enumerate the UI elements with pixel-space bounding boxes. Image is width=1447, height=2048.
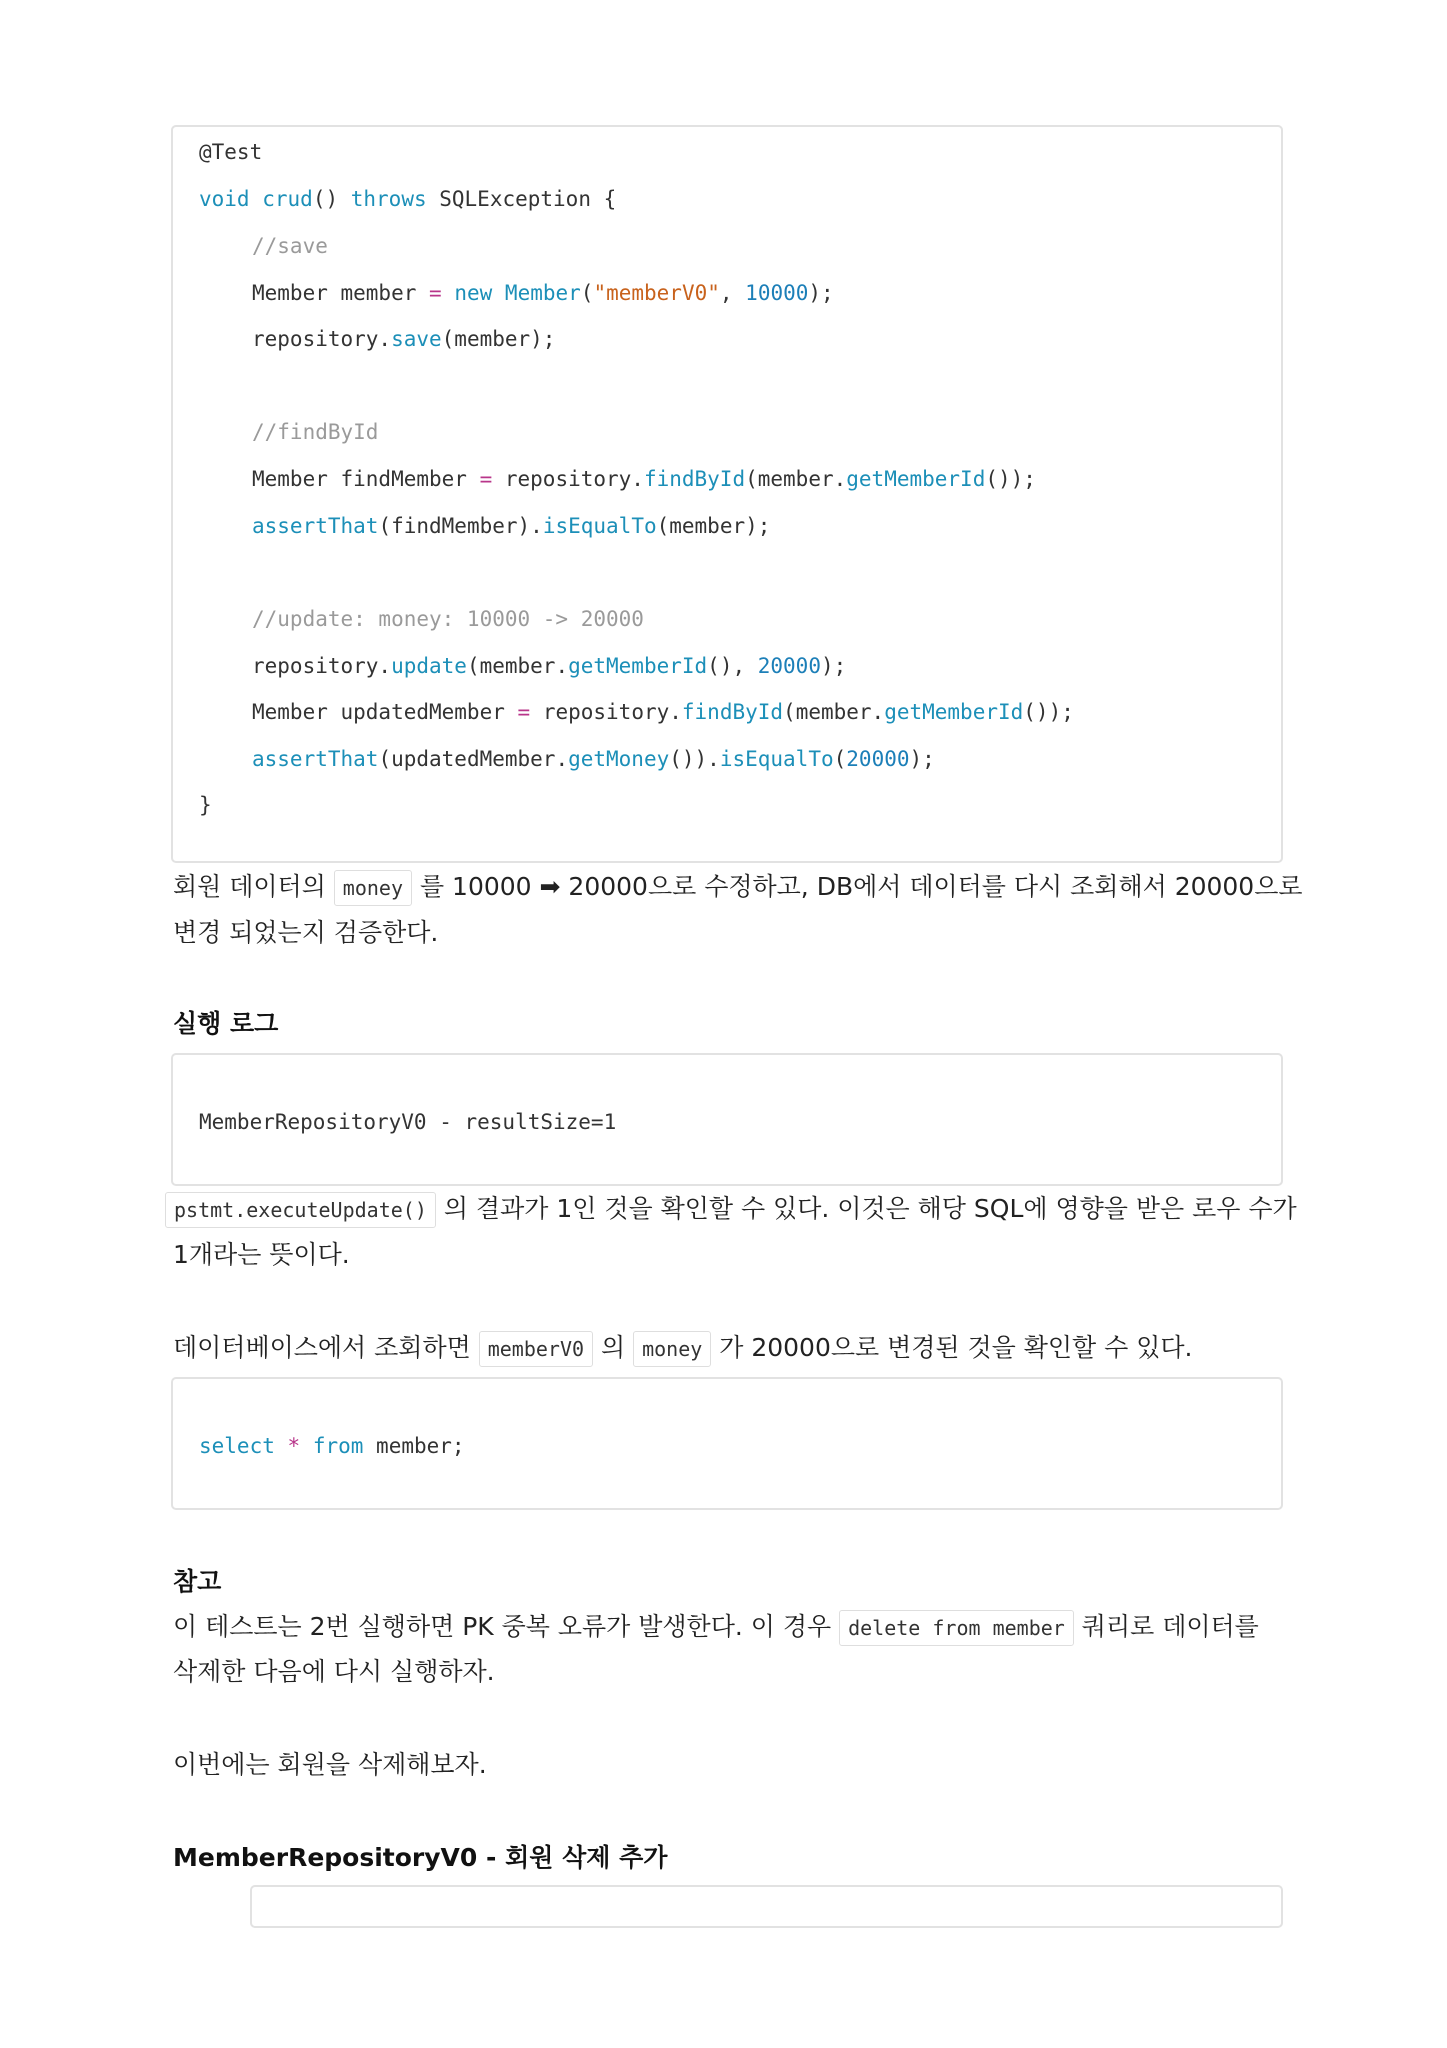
log-line: MemberRepositoryV0 - resultSize=1 [199,1110,617,1134]
inline-code-delete-query: delete from member [839,1610,1074,1646]
inline-code-execute-update: pstmt.executeUpdate() [165,1192,436,1228]
code-line-findmember: Member findMember = repository.findById(member.getMemberId()); [252,467,1036,491]
note-title: 참고 [173,1567,222,1596]
note-text-line2: 삭제한 다음에 다시 실행하자. [173,1657,495,1686]
paragraph-delete-intro: 이번에는 회원을 삭제해보자. [173,1750,487,1779]
paragraph-execute-update [165,1192,1297,1228]
code-line-annotation: @Test [199,140,263,164]
code-line-new-member: Member member = new Member("memberV0", 10000); [252,281,834,305]
paragraph-update-verify-line2: 변경 되었는지 검증한다. [173,918,439,947]
sql-code-block [171,1377,1283,1510]
inline-code-memberv0: memberV0 [479,1331,593,1367]
sql-line: select * from member; [199,1434,465,1458]
paragraph-text: 의 결과가 1인 것을 확인할 수 있다. 이것은 해당 SQL에 영향을 받은 로우 수가 [435,1194,1297,1223]
inline-code-money: money [334,870,412,906]
code-line-assert-update: assertThat(updatedMember.getMoney()).isEqualTo(20000); [252,747,935,771]
code-line-updated-member: Member updatedMember = repository.findById(member.getMemberId()); [252,700,1074,724]
log-code-block [171,1053,1283,1186]
note-text-part: 쿼리로 데이터를 [1073,1612,1259,1641]
paragraph-execute-update-line2: 1개라는 뜻이다. [173,1240,350,1269]
paragraph-update-verify [173,870,1303,906]
code-comment-save: //save [252,234,328,258]
paragraph-db-check [173,1331,1193,1367]
code-line-update: repository.update(member.getMemberId(), 20000); [252,654,847,678]
code-comment-findbyid: //findById [252,420,379,444]
section-heading-delete: MemberRepositoryV0 - 회원 삭제 추가 [173,1843,668,1872]
note-text-part: 이 테스트는 2번 실행하면 PK 중복 오류가 발생한다. 이 경우 [173,1612,840,1641]
test-code-block [171,125,1283,863]
code-line-closing-brace: } [199,793,212,817]
code-line-method-signature: void crud() throws SQLException { [199,187,617,211]
paragraph-text: 데이터베이스에서 조회하면 [173,1333,479,1362]
delete-code-block [250,1885,1283,1928]
code-line-assert-find: assertThat(findMember).isEqualTo(member); [252,514,771,538]
note-text [173,1610,1259,1646]
section-heading-log: 실행 로그 [173,1009,279,1038]
code-line-save: repository.save(member); [252,327,556,351]
paragraph-text: 의 [593,1333,634,1362]
paragraph-text: 를 10000 ➡ 20000으로 수정하고, DB에서 데이터를 다시 조회해서 20000으로 [412,872,1303,901]
paragraph-text: 가 20000으로 변경된 것을 확인할 수 있다. [711,1333,1193,1362]
code-comment-update: //update: money: 10000 -> 20000 [252,607,644,631]
paragraph-text: 회원 데이터의 [173,872,334,901]
inline-code-money: money [633,1331,711,1367]
